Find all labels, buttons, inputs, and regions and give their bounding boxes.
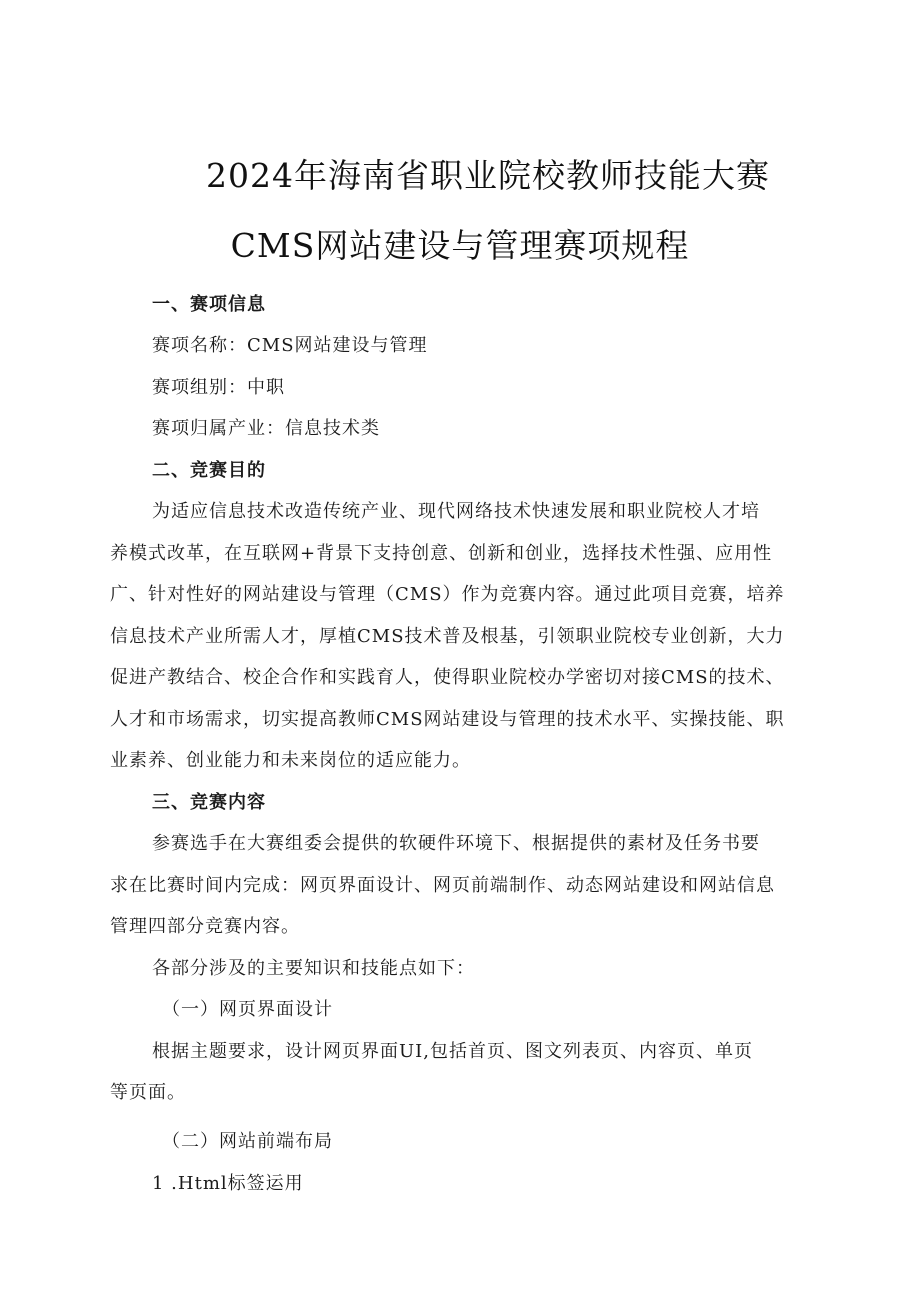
section2-paragraph-line: 广、针对性好的网站建设与管理（CMS）作为竞赛内容。通过此项目竞赛，培养 (110, 584, 785, 605)
subsection1-heading: （一）网页界面设计 (162, 999, 333, 1020)
subsection2-heading: （二）网站前端布局 (162, 1131, 333, 1152)
subsection2-item: 1 .Html标签运用 (152, 1173, 304, 1194)
event-industry: 赛项归属产业：信息技术类 (152, 418, 380, 439)
document-title-line2: CMS网站建设与管理赛项规程 (230, 226, 690, 265)
section3-paragraph-line: 求在比赛时间内完成：网页界面设计、网页前端制作、动态网站建设和网站信息 (110, 875, 775, 896)
section2-paragraph-line: 养模式改革，在互联网+背景下支持创意、创新和创业，选择技术性强、应用性 (110, 543, 773, 564)
subsection1-paragraph-line: 根据主题要求，设计网页界面UI,包括首页、图文列表页、内容页、单页 (152, 1041, 753, 1062)
section3-heading: 三、竞赛内容 (152, 792, 266, 813)
event-name: 赛项名称：CMS网站建设与管理 (152, 335, 428, 356)
section2-heading: 二、竞赛目的 (152, 460, 266, 481)
event-group: 赛项组别：中职 (152, 377, 285, 398)
section2-paragraph-line: 业素养、创业能力和未来岗位的适应能力。 (110, 750, 471, 771)
section2-paragraph-line: 信息技术产业所需人才，厚植CMS技术普及根基，引领职业院校专业创新，大力 (110, 626, 785, 647)
section2-paragraph-line: 人才和市场需求，切实提高教师CMS网站建设与管理的技术水平、实操技能、职 (110, 709, 785, 730)
section3-paragraph-line: 参赛选手在大赛组委会提供的软硬件环境下、根据提供的素材及任务书要 (152, 833, 760, 854)
section1-heading: 一、赛项信息 (152, 294, 266, 315)
section3-intro: 各部分涉及的主要知识和技能点如下： (152, 958, 475, 979)
section2-paragraph-line: 为适应信息技术改造传统产业、现代网络技术快速发展和职业院校人才培 (152, 501, 760, 522)
document-title-line1: 2024年海南省职业院校教师技能大赛 (206, 156, 770, 195)
section3-paragraph-line: 管理四部分竞赛内容。 (110, 916, 300, 937)
section2-paragraph-line: 促进产教结合、校企合作和实践育人，使得职业院校办学密切对接CMS的技术、 (110, 667, 785, 688)
subsection1-paragraph-line: 等页面。 (110, 1082, 186, 1103)
